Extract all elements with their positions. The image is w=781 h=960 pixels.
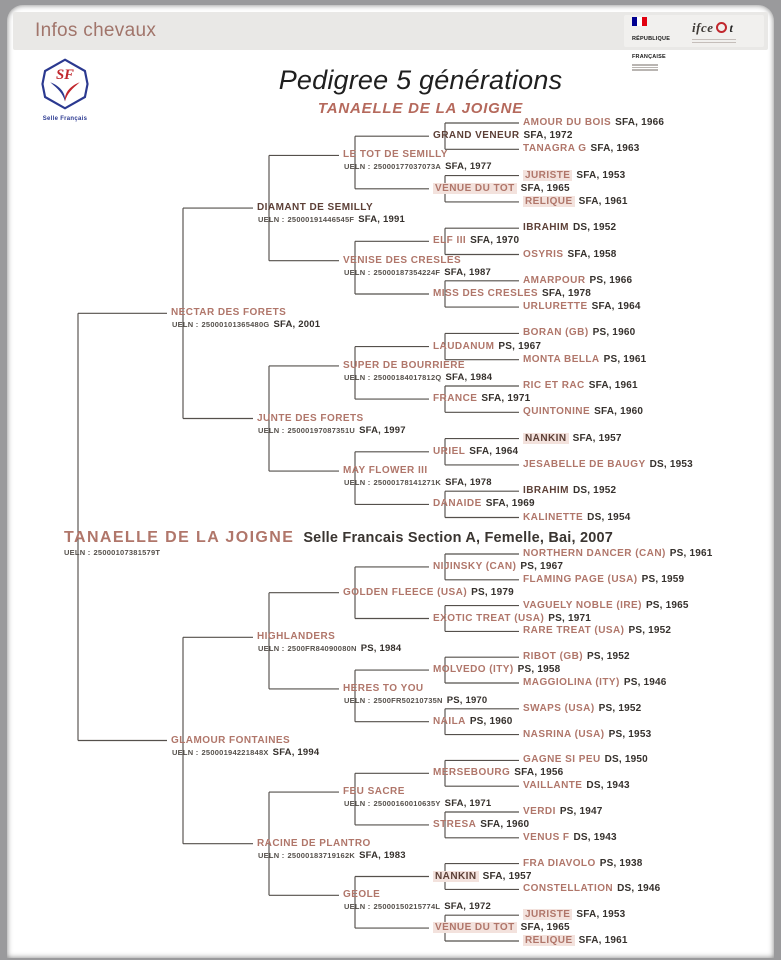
stud-book-year: DS, 1952 xyxy=(572,222,617,234)
horse-name[interactable]: MERSEBOURG xyxy=(433,767,511,779)
ueln-label: UELN : xyxy=(258,644,285,654)
ueln-number: 25000187354224F xyxy=(373,267,441,277)
horse-name[interactable]: VAGUELY NOBLE (IRE) xyxy=(523,599,642,611)
stud-book-year: PS, 1938 xyxy=(599,857,643,869)
ueln-number: 25000160010635Y xyxy=(373,799,441,809)
horse-name[interactable]: URIEL xyxy=(433,445,466,457)
ueln-row xyxy=(344,798,491,809)
pedigree-node xyxy=(523,142,640,156)
pedigree-node xyxy=(523,676,667,690)
stud-book-year: DS, 1950 xyxy=(604,754,648,766)
pedigree-node xyxy=(523,326,635,340)
pedigree-node xyxy=(433,663,560,677)
horse-name[interactable]: SWAPS (USA) xyxy=(523,702,595,714)
pedigree-node xyxy=(433,497,535,511)
pedigree-node xyxy=(523,405,643,419)
horse-description: Selle Francais Section A, Femelle, Bai, 2007 xyxy=(303,530,613,546)
pedigree-node xyxy=(433,129,573,143)
ueln-label: UELN : xyxy=(344,267,371,277)
stud-book-year: DS, 1952 xyxy=(572,485,617,497)
ifce-wordmark: ifce xyxy=(692,20,714,35)
ueln-label: UELN : xyxy=(258,850,285,860)
pedigree-node xyxy=(523,248,617,262)
sf-logo-caption: Selle Français xyxy=(42,116,88,122)
horse-name[interactable]: ELF III xyxy=(433,235,467,247)
horse-name[interactable]: SUPER DE BOURRIERE xyxy=(343,359,466,371)
horse-name[interactable]: CONSTELLATION xyxy=(523,883,614,895)
pedigree-node xyxy=(257,837,371,851)
ueln-row xyxy=(344,161,492,172)
ueln-number: 25000184017812Q xyxy=(373,372,442,382)
stud-book-year: PS, 1984 xyxy=(360,643,402,655)
stud-book-year: DS, 1943 xyxy=(573,831,617,843)
horse-name[interactable]: FRANCE xyxy=(433,393,478,405)
pedigree-node xyxy=(343,148,448,162)
pedigree-node xyxy=(343,254,461,268)
ueln-label: UELN : xyxy=(258,215,285,225)
stud-book-year: SFA, 2001 xyxy=(273,319,321,331)
pedigree-node xyxy=(433,921,570,935)
stud-book-year: SFA, 1961 xyxy=(588,380,638,391)
stud-book-year: SFA, 1987 xyxy=(444,266,491,278)
pedigree-node xyxy=(523,274,632,288)
ueln-row xyxy=(344,695,487,706)
pedigree-node xyxy=(433,870,532,884)
horse-name[interactable]: MAY FLOWER III xyxy=(343,465,428,477)
pedigree-node xyxy=(257,412,364,426)
pedigree-node xyxy=(523,379,638,393)
ueln-number: 25000101365480G xyxy=(201,320,270,330)
stud-book-year: PS, 1960 xyxy=(592,327,636,339)
pedigree-node xyxy=(523,511,630,525)
pedigree-node xyxy=(523,116,664,130)
stud-book-year: SFA, 1953 xyxy=(576,169,626,181)
pedigree-node xyxy=(523,484,616,498)
horse-name[interactable]: MONTA BELLA xyxy=(523,353,600,365)
ueln-label: UELN : xyxy=(172,320,199,330)
pedigree-node xyxy=(523,458,693,472)
stud-book-year: PS, 1967 xyxy=(520,560,564,572)
pedigree-node xyxy=(343,888,380,902)
horse-name[interactable]: RIC ET RAC xyxy=(523,380,585,391)
stud-book-year: DS, 1953 xyxy=(649,458,693,470)
horse-name[interactable]: JURISTE xyxy=(525,909,571,921)
pedigree-node xyxy=(523,353,646,367)
pedigree-node xyxy=(523,195,628,209)
ueln-row xyxy=(258,214,405,225)
horse-name[interactable]: VERDI xyxy=(523,806,556,817)
stud-book-year: SFA, 1971 xyxy=(444,798,492,810)
stud-book-year: SFA, 1960 xyxy=(594,406,644,418)
stud-book-year: PS, 1953 xyxy=(608,728,652,740)
ueln-number: 25000183719162K xyxy=(287,850,356,860)
ueln-number: 25000107381579T xyxy=(93,548,161,557)
pedigree-node xyxy=(64,528,613,548)
stud-book-year: SFA, 1978 xyxy=(542,288,592,299)
pedigree-node xyxy=(433,612,591,626)
horse-name[interactable]: IBRAHIM xyxy=(523,222,569,234)
page xyxy=(7,5,774,958)
horse-name[interactable]: KALINETTE xyxy=(523,511,584,523)
horse-name[interactable]: RIBOT (GB) xyxy=(523,651,584,663)
horse-name[interactable]: RACINE DE PLANTRO xyxy=(257,837,371,849)
pedigree-node xyxy=(343,464,428,478)
stud-book-year: PS, 1959 xyxy=(641,573,685,585)
ueln-number: 25000150215774L xyxy=(373,902,441,912)
pedigree-node xyxy=(523,432,622,446)
ueln-row xyxy=(344,477,492,488)
horse-name[interactable]: VAILLANTE xyxy=(523,780,583,792)
horse-name[interactable]: NAILA xyxy=(433,715,466,727)
horse-name[interactable]: RELIQUE xyxy=(525,935,573,946)
stud-book-year: PS, 1961 xyxy=(603,353,647,365)
stud-book-year: PS, 1946 xyxy=(623,677,667,688)
pedigree-node xyxy=(523,831,617,845)
pedigree-node xyxy=(523,779,630,793)
ueln-number: 25000178141271K xyxy=(373,478,442,488)
horse-name[interactable]: LE TOT DE SEMILLY xyxy=(343,149,448,161)
ueln-label: UELN : xyxy=(344,695,371,705)
horse-name[interactable]: HIGHLANDERS xyxy=(257,631,336,643)
pedigree-node xyxy=(523,169,625,183)
horse-name[interactable]: NASRINA (USA) xyxy=(523,728,605,740)
stud-book-year: PS, 1960 xyxy=(469,715,513,727)
pedigree-node xyxy=(523,805,603,819)
stud-book-year: SFA, 1957 xyxy=(482,870,532,882)
pedigree-node xyxy=(433,560,563,574)
horse-name[interactable]: QUINTONINE xyxy=(523,406,591,418)
pedigree-node xyxy=(257,630,335,644)
stud-book-year: PS, 1952 xyxy=(628,625,672,637)
stud-book-year: DS, 1943 xyxy=(586,780,630,792)
horse-name[interactable]: URLURETTE xyxy=(523,301,588,313)
stud-book-year: SFA, 1969 xyxy=(485,498,535,510)
horse-name[interactable]: FEU SACRE xyxy=(343,786,405,798)
horse-name[interactable]: NANKIN xyxy=(525,432,567,444)
rf-text-line1: RÉPUBLIQUE xyxy=(632,36,671,42)
app-title: Infos chevaux xyxy=(35,20,157,41)
pedigree-node xyxy=(523,728,651,742)
stud-book-year: SFA, 1960 xyxy=(480,818,530,830)
stud-book-year: SFA, 1984 xyxy=(445,371,493,383)
stud-book-year: PS, 1947 xyxy=(559,806,603,817)
ueln-number: 25000197087351U xyxy=(287,425,356,435)
stud-book-year: SFA, 1978 xyxy=(445,477,492,489)
pedigree-node xyxy=(433,715,513,729)
stud-book-year: SFA, 1963 xyxy=(590,143,640,155)
pedigree-node xyxy=(523,650,630,664)
pedigree-node xyxy=(523,908,625,922)
ueln-row xyxy=(64,547,160,558)
pedigree-node xyxy=(523,882,660,896)
sf-initials: SF xyxy=(55,66,75,83)
stud-book-year: SFA, 1977 xyxy=(445,161,492,173)
stud-book-year: SFA, 1965 xyxy=(520,922,570,934)
stud-book-year: SFA, 1965 xyxy=(520,182,570,194)
horse-name[interactable]: NANKIN xyxy=(435,870,477,882)
stud-book-year: PS, 1970 xyxy=(446,694,488,706)
horse-name[interactable]: AMARPOUR xyxy=(523,274,586,286)
pedigree-tree xyxy=(7,5,774,958)
stud-book-year: SFA, 1964 xyxy=(469,445,519,457)
stud-book-year: DS, 1946 xyxy=(617,883,661,895)
stud-book-year: PS, 1952 xyxy=(587,651,630,663)
stud-book-year: SFA, 1953 xyxy=(576,909,626,921)
stud-book-year: SFA, 1958 xyxy=(567,248,617,260)
pedigree-node xyxy=(343,359,465,373)
horse-name[interactable]: RELIQUE xyxy=(525,195,573,207)
ueln-label: UELN : xyxy=(344,902,371,912)
horse-name[interactable]: NORTHERN DANCER (CAN) xyxy=(523,548,666,559)
horse-name[interactable]: GOLDEN FLEECE (USA) xyxy=(343,586,468,598)
horse-name[interactable]: GEOLE xyxy=(343,889,381,901)
ueln-row xyxy=(344,901,491,912)
horse-name[interactable]: JESABELLE DE BAUGY xyxy=(523,458,646,470)
ueln-row xyxy=(172,747,319,758)
stud-book-year: PS, 1979 xyxy=(471,586,514,598)
horse-name[interactable]: TANAGRA G xyxy=(523,143,587,155)
pedigree-node xyxy=(523,753,648,767)
horse-name[interactable]: LAUDANUM xyxy=(433,340,495,352)
ueln-row xyxy=(344,372,492,383)
stud-book-year: PS, 1971 xyxy=(548,612,591,624)
horse-name[interactable]: NIJINSKY (CAN) xyxy=(433,560,517,572)
horse-name[interactable]: FRA DIAVOLO xyxy=(523,857,596,869)
stud-book-year: SFA, 1964 xyxy=(591,301,641,313)
horse-name[interactable]: HERES TO YOU xyxy=(343,682,424,694)
stud-book-year: SFA, 1991 xyxy=(358,214,405,226)
pedigree-node xyxy=(433,340,541,354)
horse-name[interactable]: JUNTE DES FORETS xyxy=(257,412,364,424)
stud-book-year: SFA, 1972 xyxy=(444,901,491,913)
ueln-number: 25000194221848X xyxy=(201,747,269,757)
rf-text-line2: FRANÇAISE xyxy=(632,54,666,60)
pedigree-node xyxy=(523,221,616,235)
ueln-label: UELN : xyxy=(344,478,371,488)
stud-book-year: SFA, 1972 xyxy=(523,130,573,142)
ueln-label: UELN : xyxy=(258,425,285,435)
ueln-label: UELN : xyxy=(344,162,371,172)
ueln-number: 25000177037073A xyxy=(373,162,442,172)
pedigree-node xyxy=(523,934,628,948)
ueln-row xyxy=(172,319,320,330)
horse-name[interactable]: VENISE DES CRESLES xyxy=(343,254,462,266)
stud-book-year: SFA, 1966 xyxy=(615,117,665,128)
horse-name[interactable]: VENUE DU TOT xyxy=(435,922,515,934)
pedigree-node xyxy=(343,586,514,600)
pedigree-node xyxy=(343,785,405,799)
stud-book-year: SFA, 1970 xyxy=(470,235,520,247)
horse-name[interactable]: FLAMING PAGE (USA) xyxy=(523,573,638,585)
horse-name[interactable]: OSYRIS xyxy=(523,248,564,260)
pedigree-node xyxy=(433,392,530,406)
horse-name[interactable]: IBRAHIM xyxy=(523,485,569,497)
ifce-horse-mark-icon: t xyxy=(729,21,733,35)
horse-name[interactable]: MISS DES CRESLES xyxy=(433,288,538,299)
horse-name[interactable]: JURISTE xyxy=(525,169,571,181)
pedigree-node xyxy=(523,599,689,613)
page-title: Pedigree 5 générations xyxy=(278,65,563,95)
stud-book-year: SFA, 1961 xyxy=(578,935,628,946)
stud-book-year: PS, 1958 xyxy=(517,664,561,676)
ueln-label: UELN : xyxy=(344,372,371,382)
pedigree-node xyxy=(171,734,290,748)
pedigree-node xyxy=(257,201,373,215)
stud-book-year: SFA, 1971 xyxy=(481,393,531,405)
pedigree-node xyxy=(171,306,286,320)
horse-name[interactable]: TANAELLE DE LA JOIGNE xyxy=(64,529,295,546)
pedigree-node xyxy=(343,682,424,696)
horse-name[interactable]: DANAIDE xyxy=(433,498,482,510)
stud-book-year: SFA, 1997 xyxy=(359,424,406,436)
stud-book-year: SFA, 1956 xyxy=(514,767,564,779)
ueln-row xyxy=(258,643,401,654)
ueln-label: UELN : xyxy=(344,799,371,809)
horse-name[interactable]: GAGNE SI PEU xyxy=(523,754,601,766)
horse-name[interactable]: STRESA xyxy=(433,818,477,830)
ueln-number: 25000191446545F xyxy=(287,215,355,225)
horse-name[interactable]: EXOTIC TREAT (USA) xyxy=(433,612,545,624)
pedigree-node xyxy=(523,702,641,716)
pedigree-node xyxy=(433,182,570,196)
ueln-number: 2500FR84090080N xyxy=(287,644,357,654)
horse-name[interactable]: RARE TREAT (USA) xyxy=(523,625,625,637)
ueln-number: 2500FR50210735N xyxy=(373,695,443,705)
pedigree-node xyxy=(433,818,529,832)
horse-name[interactable]: BORAN (GB) xyxy=(523,327,589,339)
pedigree-node xyxy=(433,445,518,459)
stud-book-year: SFA, 1961 xyxy=(578,195,628,207)
horse-name[interactable]: AMOUR DU BOIS xyxy=(523,117,612,128)
pedigree-subject-name: TANAELLE DE LA JOIGNE xyxy=(317,100,524,117)
horse-name[interactable]: GLAMOUR FONTAINES xyxy=(171,734,291,746)
ueln-row xyxy=(258,850,406,861)
pedigree-node xyxy=(523,300,641,314)
ueln-label: UELN : xyxy=(172,747,199,757)
horse-name[interactable]: MAGGIOLINA (ITY) xyxy=(523,677,620,688)
stud-book-year: DS, 1954 xyxy=(587,511,631,523)
horse-name[interactable]: NECTAR DES FORETS xyxy=(171,307,287,319)
ueln-row xyxy=(258,425,406,436)
ueln-label: UELN : xyxy=(64,548,91,557)
pedigree-node xyxy=(523,547,713,561)
horse-name[interactable]: DIAMANT DE SEMILLY xyxy=(257,202,374,214)
stud-book-year: PS, 1952 xyxy=(598,702,642,714)
stud-book-year: SFA, 1994 xyxy=(272,746,320,758)
horse-name[interactable]: VENUS F xyxy=(523,831,570,843)
stud-book-year: PS, 1965 xyxy=(645,599,689,611)
stud-book-year: PS, 1961 xyxy=(669,548,713,559)
pedigree-node xyxy=(433,234,519,248)
pedigree-node xyxy=(523,624,671,638)
pedigree-node xyxy=(523,573,684,587)
horse-name[interactable]: VENUE DU TOT xyxy=(435,182,515,194)
pedigree-node xyxy=(433,287,591,301)
pedigree-node xyxy=(523,857,642,871)
stud-book-year: SFA, 1957 xyxy=(572,432,622,444)
ueln-row xyxy=(344,267,491,278)
stud-book-year: PS, 1967 xyxy=(498,340,542,352)
horse-name[interactable]: GRAND VENEUR xyxy=(433,130,520,142)
stud-book-year: PS, 1966 xyxy=(589,274,633,286)
pedigree-node xyxy=(433,766,563,780)
stud-book-year: SFA, 1983 xyxy=(359,849,406,861)
horse-name[interactable]: MOLVEDO (ITY) xyxy=(433,664,514,676)
